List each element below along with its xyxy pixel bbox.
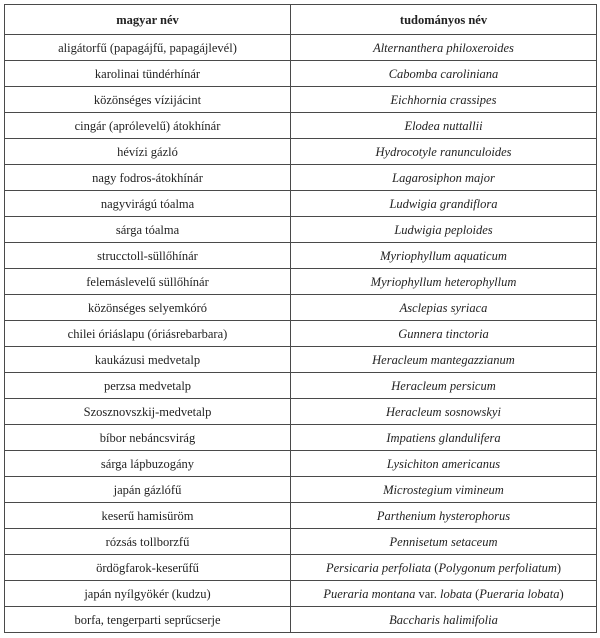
table-row	[5, 321, 597, 347]
close-paren: )	[556, 560, 562, 575]
scientific-name: Persicaria perfoliata	[325, 560, 432, 575]
table-row	[5, 399, 597, 425]
table-row	[5, 347, 597, 373]
scientific-name: Pueraria montana	[323, 586, 416, 601]
scientific-name-cell	[291, 555, 597, 581]
variety-name: lobata	[440, 586, 472, 601]
hungarian-name-cell: ördögfarok-keserűfű	[5, 555, 291, 581]
table-row	[5, 529, 597, 555]
table-row	[5, 295, 597, 321]
table-row	[5, 217, 597, 243]
hungarian-name-cell: hévízi gázló	[5, 139, 291, 165]
table-row	[5, 503, 597, 529]
scientific-name-cell: Heracleum sosnowskyi	[291, 399, 597, 425]
hungarian-name-cell: felemáslevelű süllőhínár	[5, 269, 291, 295]
scientific-name-cell: Pennisetum setaceum	[291, 529, 597, 555]
scientific-name-cell: Ludwigia peploides	[291, 217, 597, 243]
table-row	[5, 607, 597, 633]
table-row	[5, 165, 597, 191]
hungarian-name-cell: japán nyílgyökér (kudzu)	[5, 581, 291, 607]
scientific-synonym: Polygonum perfoliatum	[438, 560, 557, 575]
scientific-name-cell: Hydrocotyle ranunculoides	[291, 139, 597, 165]
table-row	[5, 373, 597, 399]
hungarian-name-cell: keserű hamisüröm	[5, 503, 291, 529]
hungarian-name-cell: sárga tóalma	[5, 217, 291, 243]
table-row	[5, 269, 597, 295]
scientific-name-cell: Alternanthera philoxeroides	[291, 35, 597, 61]
open-paren: (	[475, 586, 480, 601]
scientific-name-cell: Parthenium hysterophorus	[291, 503, 597, 529]
scientific-name-cell: Heracleum mantegazzianum	[291, 347, 597, 373]
column-header-scientific-name: tudományos név	[291, 5, 597, 35]
hungarian-name-cell: bíbor nebáncsvirág	[5, 425, 291, 451]
species-table	[4, 4, 597, 633]
table-row	[5, 451, 597, 477]
scientific-name-cell: Asclepias syriaca	[291, 295, 597, 321]
table-row	[5, 477, 597, 503]
scientific-name-cell: Elodea nuttallii	[291, 113, 597, 139]
hungarian-name-cell: kaukázusi medvetalp	[5, 347, 291, 373]
scientific-name-cell: Microstegium vimineum	[291, 477, 597, 503]
table-header-row	[5, 5, 597, 35]
scientific-name-cell: Impatiens glandulifera	[291, 425, 597, 451]
document-page	[4, 4, 596, 634]
hungarian-name-cell: karolinai tündérhínár	[5, 61, 291, 87]
table-row	[5, 139, 597, 165]
scientific-name-cell	[291, 581, 597, 607]
hungarian-name-cell: strucctoll-süllőhínár	[5, 243, 291, 269]
scientific-name-cell: Baccharis halimifolia	[291, 607, 597, 633]
hungarian-name-cell: perzsa medvetalp	[5, 373, 291, 399]
close-paren: )	[559, 586, 564, 601]
hungarian-name-cell: rózsás tollborzfű	[5, 529, 291, 555]
hungarian-name-cell: cingár (aprólevelű) átokhínár	[5, 113, 291, 139]
table-row	[5, 581, 597, 607]
table-row	[5, 87, 597, 113]
hungarian-name-cell: aligátorfű (papagájfű, papagájlevél)	[5, 35, 291, 61]
scientific-name-cell: Myriophyllum aquaticum	[291, 243, 597, 269]
scientific-name-cell: Cabomba caroliniana	[291, 61, 597, 87]
variety-abbreviation: var.	[418, 586, 437, 601]
hungarian-name-cell: chilei óriáslapu (óriásrebarbara)	[5, 321, 291, 347]
scientific-name-cell: Ludwigia grandiflora	[291, 191, 597, 217]
table-row	[5, 555, 597, 581]
hungarian-name-cell: közönséges selyemkóró	[5, 295, 291, 321]
scientific-name-cell: Eichhornia crassipes	[291, 87, 597, 113]
scientific-synonym: Pueraria lobata	[479, 586, 560, 601]
scientific-name-cell: Myriophyllum heterophyllum	[291, 269, 597, 295]
open-paren: (	[434, 560, 439, 575]
table-row	[5, 243, 597, 269]
scientific-name-cell: Gunnera tinctoria	[291, 321, 597, 347]
scientific-name-cell: Lagarosiphon major	[291, 165, 597, 191]
hungarian-name-cell: sárga lápbuzogány	[5, 451, 291, 477]
hungarian-name-cell: nagy fodros-átokhínár	[5, 165, 291, 191]
table-row	[5, 61, 597, 87]
hungarian-name-cell: közönséges vízijácint	[5, 87, 291, 113]
table-row	[5, 113, 597, 139]
table-body	[5, 35, 597, 633]
hungarian-name-cell: japán gázlófű	[5, 477, 291, 503]
scientific-name-cell: Lysichiton americanus	[291, 451, 597, 477]
column-header-hungarian-name: magyar név	[5, 5, 291, 35]
table-row	[5, 425, 597, 451]
hungarian-name-cell: Szosznovszkij-medvetalp	[5, 399, 291, 425]
table-row	[5, 191, 597, 217]
table-row	[5, 35, 597, 61]
hungarian-name-cell: borfa, tengerparti seprűcserje	[5, 607, 291, 633]
scientific-name-cell: Heracleum persicum	[291, 373, 597, 399]
hungarian-name-cell: nagyvirágú tóalma	[5, 191, 291, 217]
